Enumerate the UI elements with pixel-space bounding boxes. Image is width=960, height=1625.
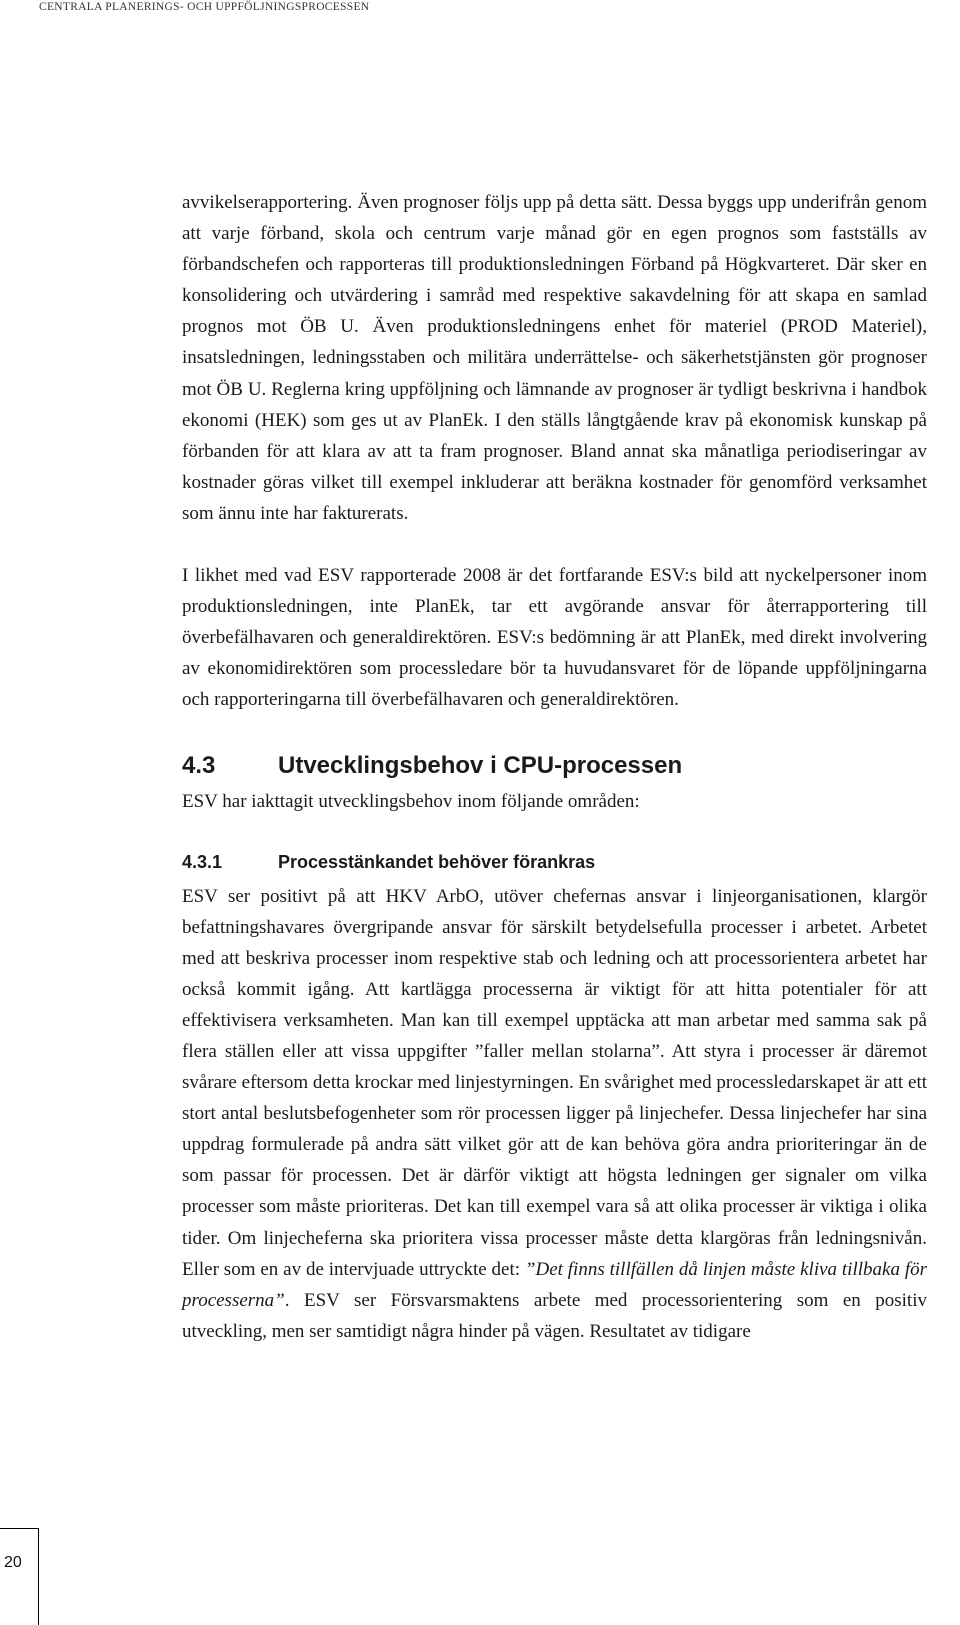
subsection-heading <box>182 847 927 877</box>
interview-quote: ”Det finns tillfällen då linjen måste kliva tillbaka för processerna” <box>182 1258 927 1311</box>
section-title: Utvecklingsbehov i CPU-processen <box>278 751 683 779</box>
paragraph-process-thinking <box>182 881 927 1347</box>
section-intro: ESV har iakttagit utvecklingsbehov inom följande områden: <box>182 790 640 812</box>
subsection-number: 4.3.1 <box>182 851 223 872</box>
paragraph-prognoses: avvikelserapportering. Även prognoser följs upp på detta sätt. Dessa byggs upp underifrån genom att varje förband, skola och centrum varje månad gör en egen prognos som fastställs av förbandschefen och rapporteras till produktionsledningen Förband på Högkvarteret. Där sker en konsolidering och utvärdering i samråd med respektive sakavdelning för att skapa en samlad prognos mot ÖB U. Även produktionsledningens enhet för materiel (PROD Materiel), insatsledningen, ledningsstaben och militära underrättelse- och säkerhetstjänsten gör prognoser mot ÖB U. Reglerna kring uppföljning och lämnande av prognoser är tydligt beskrivna i handbok ekonomi (HEK) som ges ut av PlanEk. I den ställs långtgående krav på ekonomisk kunskap på förbanden för att klara av att ta fram prognoser. Bland annat ska månatliga periodiseringar av kostnader göras vilket till exempel inkluderar att beräkna kostnader för genomförd verksamhet som ännu inte har fakturerats. <box>182 192 927 524</box>
page-number: 20 <box>4 1554 22 1571</box>
paragraph-key-persons: I likhet med vad ESV rapporterade 2008 är det fortfarande ESV:s bild att nyckelpersoner inom produktionsledningen, inte PlanEk, tar ett avgörande ansvar för återrapportering till överbefälhavaren och generaldirektören. ESV:s bedömning är att PlanEk, med direkt involvering av ekonomidirektören som processledare bör ta huvudansvaret för de löpande uppföljningarna och rapporteringarna till överbefälhavaren och generaldirektören. <box>182 565 927 711</box>
text-before-quote: ESV ser positivt på att HKV ArbO, utöver chefernas ansvar i linjeorganisationen, klargör befattningshavares övergripande ansvar för särskilt betydelsefulla processer i arbetet. Arbetet med att beskriva processer inom respektive stab och ledning och att processorientera arbetet har också kommit igång. Att kartlägga processerna är viktigt för att hitta potentialer för att effektivisera verksamheten. Man kan till exempel upptäcka att man arbetar med samma sak på flera ställen eller att vissa uppgifter ”faller mellan stolarna”. Att styra i processer är däremot svårare eftersom detta krockar med linjestyrningen. En svårighet med processledarskapet är att ett stort antal beslutsbefogenheter som rör processen ligger på linjechefer. Dessa linjechefer har sina uppdrag formulerade på andra sätt vilket gör att de kan behöva göra andra prioriteringar än de som passar för processen. Det är därför viktigt att högsta ledningen ger signaler om vilka processer som måste prioriteras. Det kan till exempel vara så att olika processer är viktiga i olika tider. Om linjecheferna ska prioritera vissa processer måste detta klargöras från ledningsnivån. Eller som en av de intervjuade uttryckte det: <box>182 885 927 1280</box>
text-after-quote: . ESV ser Försvarsmaktens arbete med processorientering som en positiv utveckling, men ser samtidigt några hinder på vägen. Resultatet av tidigare <box>182 1289 927 1342</box>
subsection-title: Processtänkandet behöver förankras <box>278 851 596 872</box>
section-heading <box>182 748 927 784</box>
page-number-frame <box>0 1528 39 1625</box>
page-content <box>182 187 927 1347</box>
section-number: 4.3 <box>182 751 216 779</box>
running-header: CENTRALA PLANERINGS- OCH UPPFÖLJNINGSPROCESSEN <box>39 1 370 13</box>
